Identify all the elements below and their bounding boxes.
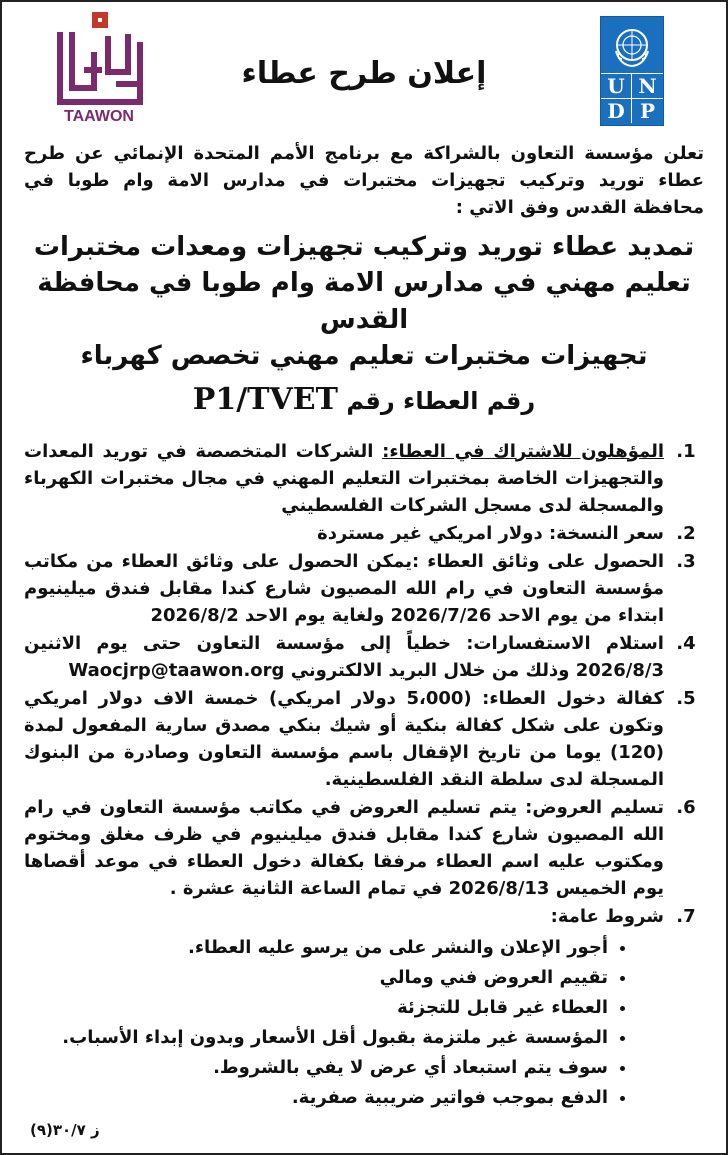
undp-letter: N [632, 73, 663, 98]
term-item: • المؤسسة غير ملتزمة بقبول أقل الأسعار وبدون إبداء الأسباب. [24, 1024, 608, 1051]
tender-conditions-list [24, 438, 704, 1111]
list-item [24, 794, 670, 902]
item-label: سعر النسخة: [548, 522, 664, 544]
term-item: • الدفع بموجب فواتير ضريبية صفرية. [24, 1084, 608, 1111]
announcement-body [24, 140, 704, 1114]
item-text: خطياً إلى مؤسسة التعاون حتى يوم الاثنين 2026/8/3 وذلك من خلال البريد الالكتروني [24, 632, 664, 681]
term-item: • العطاء غير قابل للتجزئة [24, 994, 608, 1021]
item-text: يتم تسليم العروض في مكاتب مؤسسة التعاون في رام الله المصيون شارع كندا مقابل فندق ميلينيوم في ظرف مغلق ومختوم ومكتوب عليه اسم العطاء مرفقا بكفالة دخول العطاء في موعد أقصاها يوم الخميس 2026/8/13 في تمام الساعة الثانية عشرة . [24, 796, 664, 899]
tender-number-code: P1/TVET [192, 381, 338, 417]
tender-title [24, 229, 704, 375]
term-item: • أجور الإعلان والنشر على من يرسو عليه العطاء. [24, 934, 608, 961]
tender-number-label: رقم العطاء رقم [346, 386, 536, 415]
tender-number [24, 377, 704, 422]
undp-letter: D [601, 98, 632, 123]
undp-letter: U [601, 73, 632, 98]
item-text: (5،000 دولار امريكي) خمسة الاف دولار امريكي وتكون على شكل كفالة بنكية أو شيك بنكي مصدق سارية المفعول لمدة (120) يوما من تاريخ الإقفال باسم مؤسسة التعاون وصادرة من البنوك المسجلة لدى سلطة النقد الفلسطينية. [24, 687, 664, 790]
item-text: يمكن الحصول على وثائق العطاء من مكاتب مؤسسة التعاون في رام الله المصيون شارع كندا مقابل فندق ميلينيوم ابتداء من يوم الاحد 2026/7/26 ولغاية يوم الاحد 2026/8/2 [24, 550, 664, 626]
tender-title-line: تجهيزات مختبرات تعليم مهني تخصص كهرباء [80, 341, 648, 372]
tender-title-line: تعليم مهني في مدارس الامة وام طوبا في محافظة القدس [37, 268, 691, 335]
undp-letter: P [632, 98, 663, 123]
term-item: • سوف يتم استبعاد أي عرض لا يفي بالشروط. [24, 1054, 608, 1081]
email-link[interactable]: Waocjrp@taawon.org [68, 659, 285, 681]
item-label: استلام الاستفسارات: [466, 632, 664, 654]
list-item [24, 438, 670, 519]
page-title: إعلان طرح عطاء [241, 56, 487, 91]
item-label: كفالة دخول العطاء: [482, 687, 664, 709]
item-label: الحصول على وثائق العطاء : [411, 550, 664, 572]
item-label: المؤهلون للاشتراك في العطاء: [382, 440, 664, 462]
item-label: شروط عامة: [550, 905, 664, 927]
term-item: • تقييم العروض فني ومالي [24, 964, 608, 991]
un-emblem-icon [610, 25, 654, 69]
list-item [24, 520, 670, 547]
item-text: الشركات المتخصصة في توريد المعدات والتجهيزات الخاصة بمختبرات التعليم المهني في مجال مختبرات الكهرباء والمسجلة لدى مسجل الشركات الفلسطيني [24, 440, 664, 516]
list-item [24, 903, 670, 1111]
list-item [24, 685, 670, 793]
tender-title-line: تمديد عطاء توريد وتركيب تجهيزات ومعدات مختبرات [33, 232, 695, 262]
publication-code: ز ٣٠/٧(٩) [30, 1121, 100, 1139]
general-terms-list [24, 934, 664, 1111]
taawon-logo-text: TAAWON [64, 108, 134, 125]
item-label: تسليم العروض: [525, 796, 664, 818]
list-item [24, 548, 670, 629]
list-item [24, 630, 670, 684]
item-text: دولار امريكي غير مستردة [317, 522, 549, 544]
header [2, 2, 726, 134]
undp-logo [600, 16, 664, 126]
intro-paragraph: تعلن مؤسسة التعاون بالشراكة مع برنامج الأمم المتحدة الإنمائي عن طرح عطاء توريد وتركيب تجهيزات مختبرات في مدارس الامة وام طوبا في محافظة القدس وفق الاتي : [24, 143, 704, 218]
